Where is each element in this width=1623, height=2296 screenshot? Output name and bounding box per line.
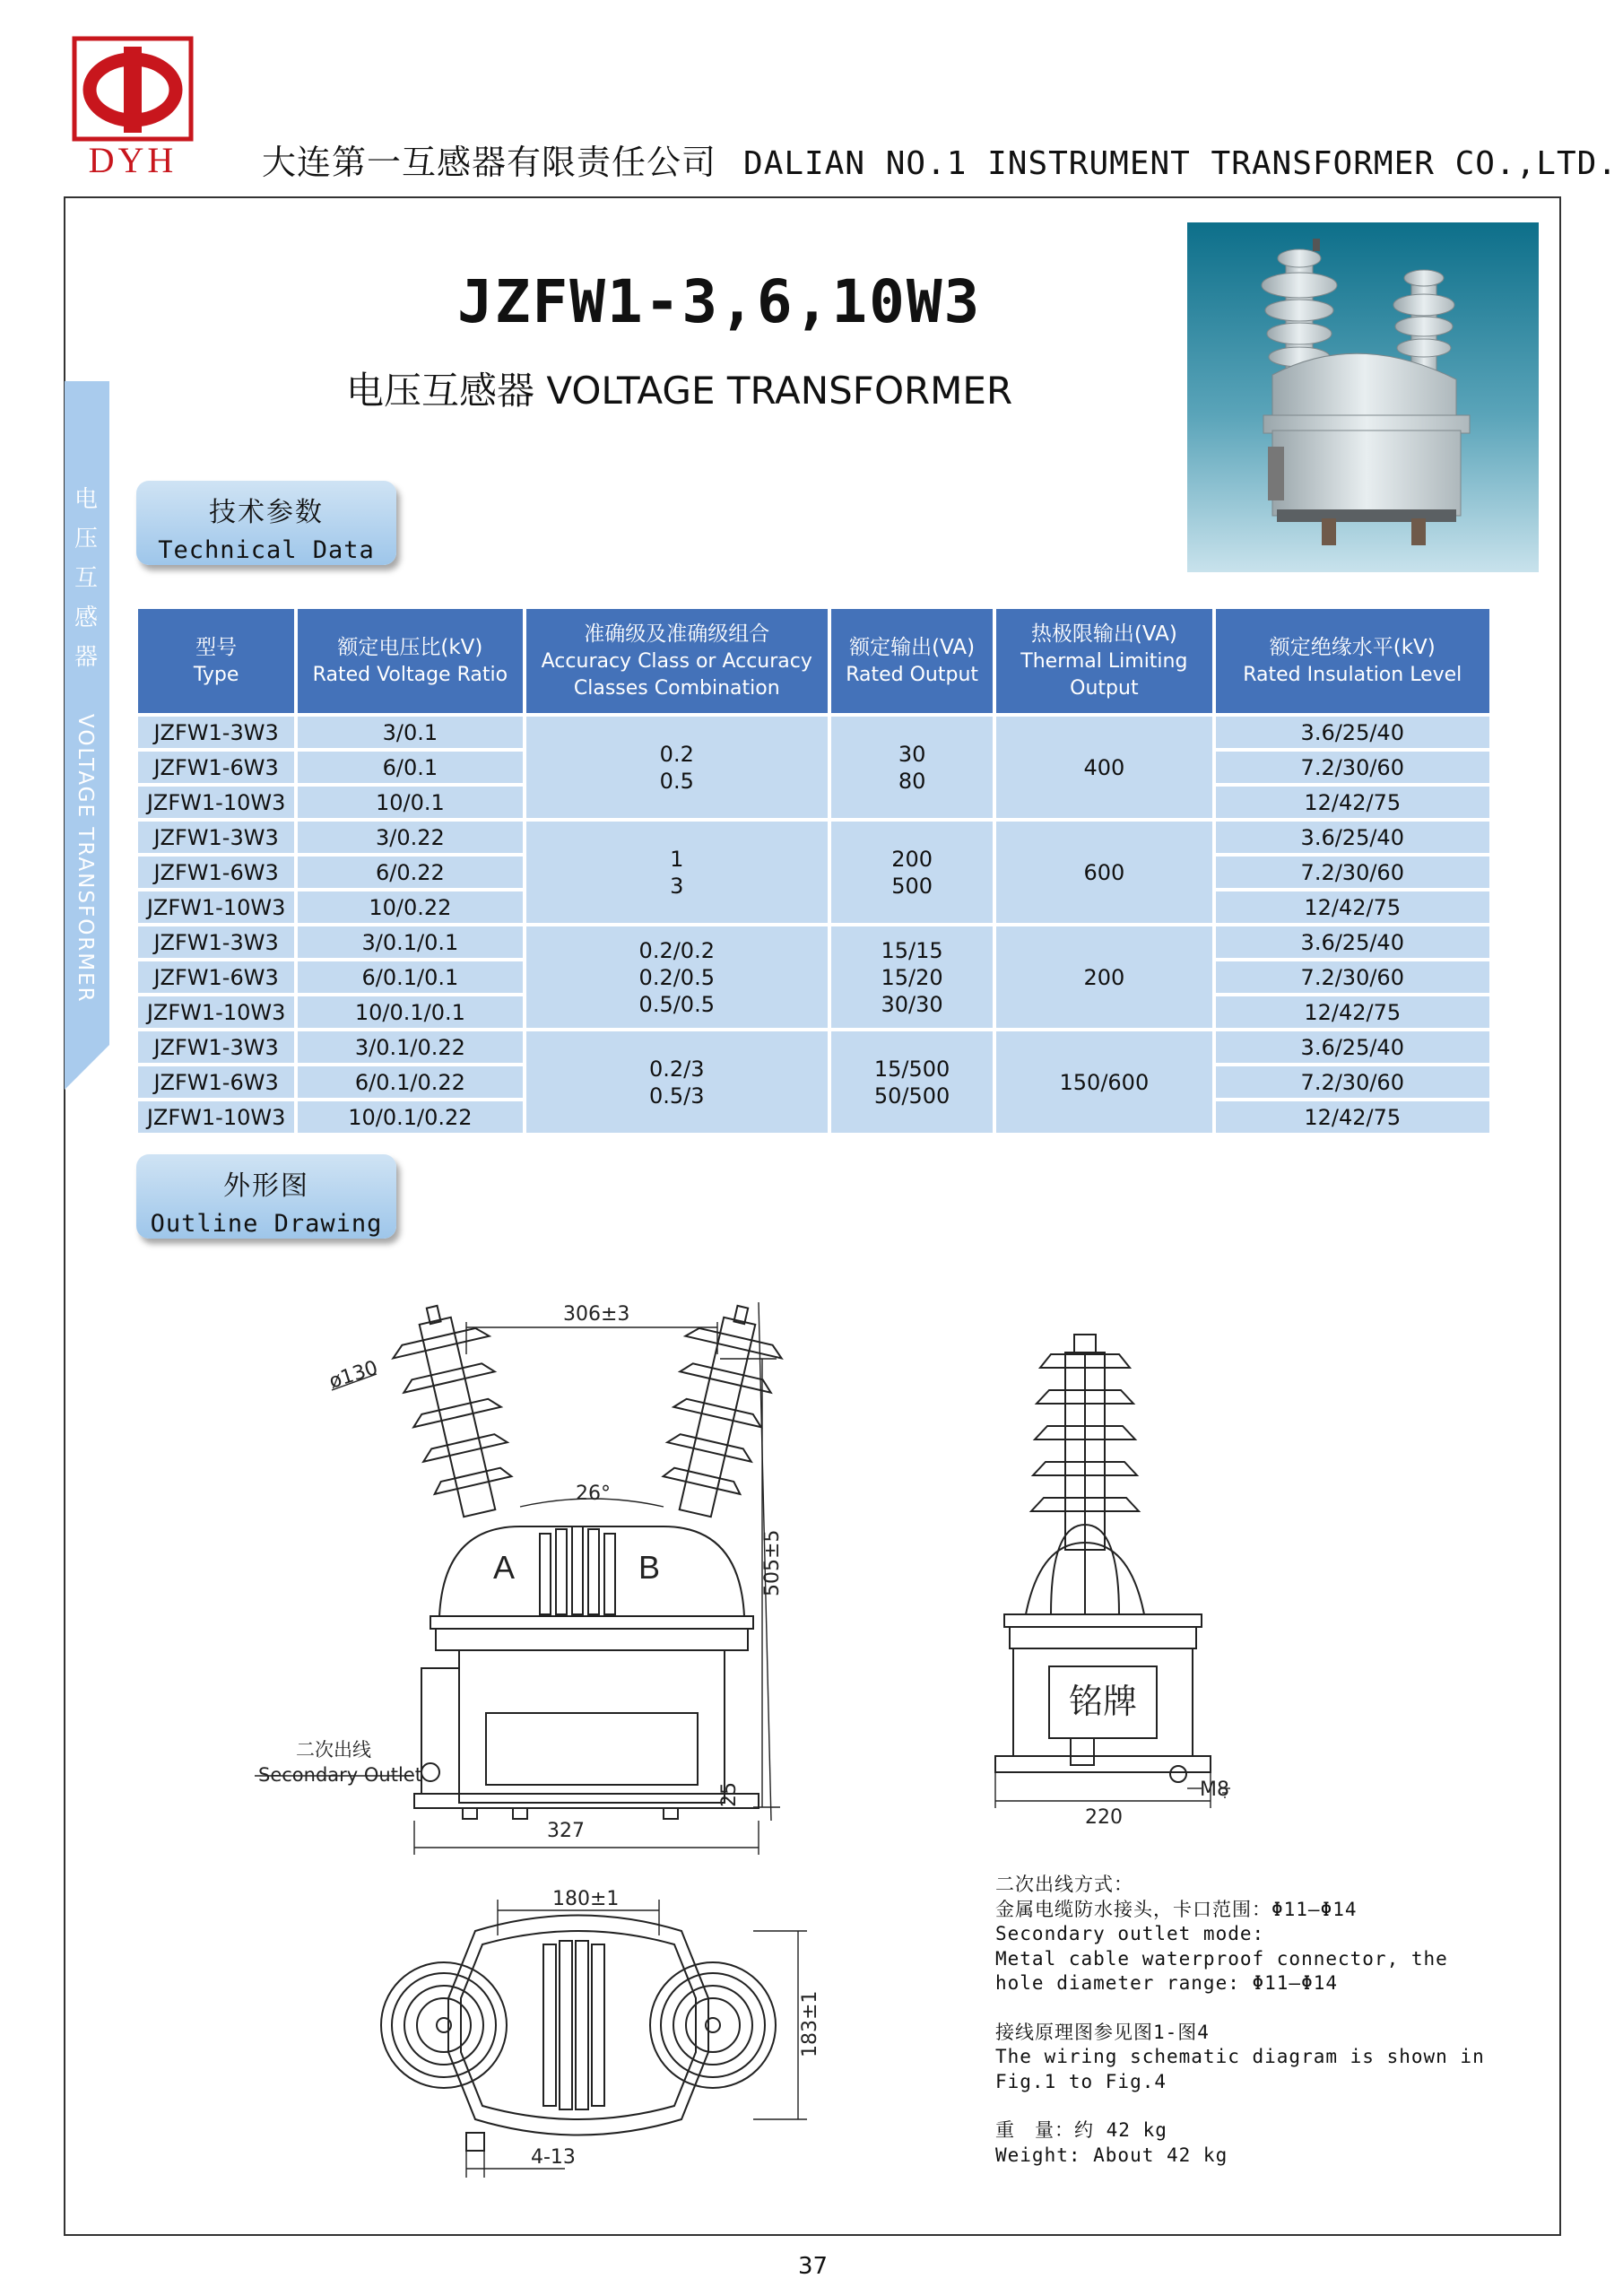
output-line: 30/30 — [881, 991, 943, 1017]
dim-slot: 4-13 — [531, 2146, 576, 2169]
company-logo — [72, 36, 194, 180]
section-label-outline — [136, 1154, 396, 1239]
header-ratio — [298, 609, 522, 713]
output-line: 50/500 — [873, 1083, 950, 1109]
dim-top-depth: 183±1 — [799, 1990, 821, 2057]
cell-output — [831, 822, 993, 923]
header-en: Thermal Limiting Output — [1020, 649, 1188, 700]
ground-label: M8 — [1200, 1779, 1229, 1801]
accuracy-line: 0.2 — [659, 741, 694, 767]
header-accuracy — [526, 609, 828, 713]
output-line: 15/20 — [881, 964, 943, 990]
accuracy-line: 0.2/0.5 — [638, 964, 715, 990]
cell-ratio: 10/0.1/0.22 — [298, 1101, 522, 1133]
section-label-zh: 技术参数 — [209, 497, 324, 528]
cell-output — [831, 926, 993, 1028]
table-row — [138, 926, 1489, 958]
note-line: 接线原理图参见图1-图4 — [995, 2021, 1210, 2043]
output-line: 15/500 — [873, 1056, 950, 1082]
section-label-en: Technical Data — [158, 536, 375, 564]
spec-table — [135, 605, 1493, 1136]
section-label-zh: 外形图 — [223, 1170, 309, 1202]
section-label-en: Outline Drawing — [150, 1210, 383, 1238]
sidebar-char: 器 — [74, 644, 98, 671]
cell-type: JZFW1-3W3 — [138, 822, 294, 853]
cell-ratio: 3/0.1/0.1 — [298, 926, 522, 958]
cell-accuracy — [526, 822, 828, 923]
output-line: 15/15 — [881, 937, 943, 963]
accuracy-line: 0.2/0.2 — [638, 937, 715, 963]
accuracy-line: 0.5/0.5 — [638, 991, 715, 1017]
cell-ratio: 6/0.1/0.1 — [298, 961, 522, 993]
top-view-drawing — [377, 1888, 843, 2178]
header-zh: 额定电压比(kV) — [337, 635, 483, 659]
output-line: 200 — [891, 846, 933, 872]
accuracy-line: 3 — [670, 873, 684, 899]
header-insulation — [1216, 609, 1489, 713]
sidebar-char: 压 — [74, 526, 98, 552]
cell-type: JZFW1-6W3 — [138, 961, 294, 993]
cell-type: JZFW1-6W3 — [138, 752, 294, 783]
header-zh: 热极限输出(VA) — [1030, 622, 1177, 646]
cell-type: JZFW1-10W3 — [138, 996, 294, 1028]
note-line: 二次出线方式： — [995, 1874, 1133, 1895]
note-line: Secondary outlet mode: — [995, 1923, 1265, 1944]
header-zh: 准确级及准确级组合 — [584, 622, 770, 646]
cell-insulation: 12/42/75 — [1216, 787, 1489, 818]
cell-insulation: 3.6/25/40 — [1216, 822, 1489, 853]
sidebar-english: VOLTAGE TRANSFORMER — [74, 714, 97, 1004]
cell-thermal: 400 — [996, 717, 1211, 818]
table-header-row — [138, 609, 1489, 713]
nameplate-label: 铭牌 — [1069, 1682, 1138, 1721]
dim-diameter: ø130 — [326, 1356, 381, 1394]
outlet-label-en: Secondary Outlet — [258, 1764, 422, 1786]
company-name-zh: 大连第一互感器有限责任公司 — [262, 143, 717, 182]
accuracy-line: 0.5 — [659, 768, 694, 794]
sidebar-char: 互 — [74, 565, 98, 592]
cell-insulation: 12/42/75 — [1216, 1101, 1489, 1133]
cell-thermal: 200 — [996, 926, 1211, 1028]
cell-type: JZFW1-10W3 — [138, 787, 294, 818]
cell-insulation: 12/42/75 — [1216, 996, 1489, 1028]
page-subtitle: 电压互感器 VOLTAGE TRANSFORMER — [346, 369, 1013, 413]
dim-base-height: 25 — [718, 1782, 741, 1807]
cell-output — [831, 1031, 993, 1133]
header-zh: 额定输出(VA) — [849, 635, 976, 659]
cell-thermal: 150/600 — [996, 1031, 1211, 1133]
cell-type: JZFW1-6W3 — [138, 857, 294, 888]
cell-ratio: 10/0.1/0.1 — [298, 996, 522, 1028]
cell-insulation: 7.2/30/60 — [1216, 1066, 1489, 1098]
cell-ratio: 3/0.1 — [298, 717, 522, 748]
company-name — [262, 135, 1618, 184]
note-line: 重 量：约 42 kg — [995, 2119, 1167, 2141]
sidebar-chars — [70, 480, 102, 677]
front-view-drawing — [251, 1292, 825, 1842]
dim-angle: 26° — [576, 1483, 611, 1505]
dim-side-base: 220 — [1085, 1806, 1123, 1829]
note-line: The wiring schematic diagram is shown in Fig.1 to Fig.4 — [995, 2046, 1485, 2092]
dim-top-width: 180±1 — [552, 1888, 620, 1910]
header-en: Rated Output — [846, 663, 979, 686]
cell-ratio: 6/0.1/0.22 — [298, 1066, 522, 1098]
cell-accuracy — [526, 926, 828, 1028]
header-en: Accuracy Class or Accuracy Classes Combination — [541, 649, 812, 700]
label-a: A — [493, 1549, 516, 1586]
table-row — [138, 1031, 1489, 1063]
header-zh: 型号 — [195, 635, 238, 659]
cell-insulation: 7.2/30/60 — [1216, 961, 1489, 993]
output-line: 80 — [898, 768, 926, 794]
cell-insulation: 12/42/75 — [1216, 891, 1489, 923]
cell-insulation: 3.6/25/40 — [1216, 926, 1489, 958]
header-en: Type — [193, 663, 239, 686]
page-title: JZFW1-3,6,10W3 — [457, 267, 982, 336]
cell-type: JZFW1-6W3 — [138, 1066, 294, 1098]
cell-output — [831, 717, 993, 818]
cell-type: JZFW1-3W3 — [138, 717, 294, 748]
cell-insulation: 3.6/25/40 — [1216, 1031, 1489, 1063]
note-line: 金属电缆防水接头，卡口范围：Φ11—Φ14 — [995, 1898, 1358, 1920]
header-output — [831, 609, 993, 713]
dim-base-width: 327 — [547, 1820, 585, 1842]
cell-type: JZFW1-3W3 — [138, 1031, 294, 1063]
accuracy-line: 0.5/3 — [649, 1083, 705, 1109]
note-line: Weight: About 42 kg — [995, 2144, 1228, 2166]
accuracy-line: 1 — [670, 846, 684, 872]
cell-insulation: 7.2/30/60 — [1216, 752, 1489, 783]
sidebar-char: 电 — [74, 486, 98, 513]
output-line: 500 — [891, 873, 933, 899]
notes-block — [995, 1873, 1497, 2168]
table-row — [138, 717, 1489, 748]
cell-ratio: 6/0.1 — [298, 752, 522, 783]
cell-ratio: 3/0.22 — [298, 822, 522, 853]
dim-width-top: 306±3 — [563, 1303, 630, 1326]
cell-type: JZFW1-3W3 — [138, 926, 294, 958]
product-photo — [1187, 222, 1539, 572]
header-en: Rated Insulation Level — [1243, 663, 1462, 686]
section-label-technical — [136, 481, 396, 565]
accuracy-line: 0.2/3 — [649, 1056, 705, 1082]
header-en: Rated Voltage Ratio — [312, 663, 508, 686]
page-number: 37 — [798, 2253, 829, 2280]
cell-accuracy — [526, 1031, 828, 1133]
outlet-label-zh: 二次出线 — [296, 1739, 371, 1761]
sidebar-char: 感 — [74, 604, 98, 631]
table-row — [138, 822, 1489, 853]
cell-insulation: 3.6/25/40 — [1216, 717, 1489, 748]
label-b: B — [638, 1549, 661, 1586]
company-name-en: DALIAN NO.1 INSTRUMENT TRANSFORMER CO.,LTD. — [743, 145, 1618, 182]
cell-insulation: 7.2/30/60 — [1216, 857, 1489, 888]
note-line: Metal cable waterproof connector, the hole diameter range: Φ11—Φ14 — [995, 1947, 1448, 1994]
header-thermal — [996, 609, 1211, 713]
cell-accuracy — [526, 717, 828, 818]
header-type — [138, 609, 294, 713]
side-view-drawing — [986, 1327, 1291, 1830]
header-zh: 额定绝缘水平(kV) — [1269, 635, 1436, 659]
cell-ratio: 10/0.22 — [298, 891, 522, 923]
cell-thermal: 600 — [996, 822, 1211, 923]
cell-type: JZFW1-10W3 — [138, 891, 294, 923]
output-line: 30 — [898, 741, 926, 767]
cell-type: JZFW1-10W3 — [138, 1101, 294, 1133]
cell-ratio: 3/0.1/0.22 — [298, 1031, 522, 1063]
cell-ratio: 10/0.1 — [298, 787, 522, 818]
dim-height: 505±5 — [761, 1529, 784, 1596]
logo-text: DYH — [88, 140, 178, 180]
cell-ratio: 6/0.22 — [298, 857, 522, 888]
